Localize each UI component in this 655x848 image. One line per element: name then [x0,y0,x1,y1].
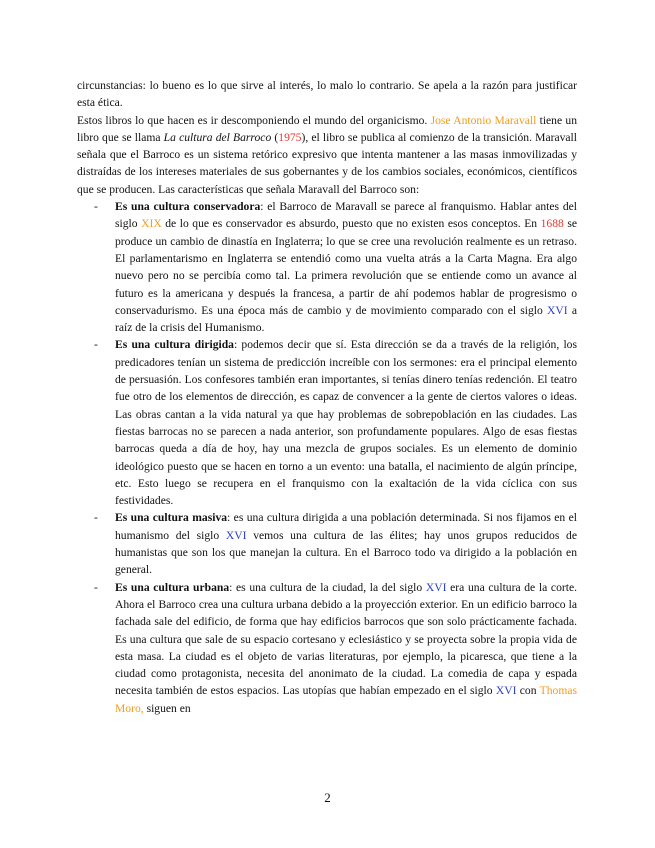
item-text: : el Barroco de Maravall se parece al franquismo. Hablar antes del siglo [115,200,577,231]
item-text: de lo que es conservador es absurdo, puesto que no existen esos conceptos. En [161,217,541,231]
item-title: Es una cultura masiva [115,511,228,525]
bullet-dash: - [94,580,98,594]
century-link-xvi[interactable]: XVI [495,684,517,698]
list-item-dirigida [77,336,577,509]
year-link-1688[interactable]: 1688 [540,217,564,231]
bullet-dash: - [94,338,98,352]
item-title: Es una cultura conservadora [115,200,261,214]
item-title: Es una cultura dirigida [115,338,234,352]
page-number: 2 [324,790,331,805]
century-link-xvi[interactable]: XVI [547,303,568,317]
paragraph-maravall [77,112,577,198]
paragraph-text: Estos libros lo que hacen es ir descomponiendo el mundo del organicismo. [77,113,431,127]
bullet-dash: - [94,200,98,214]
list-item-masiva [77,509,577,578]
item-text: : es una cultura de la ciudad, la del siglo [229,580,426,594]
item-text: era una cultura de la corte. Ahora el Barroco crea una cultura urbana debido a la proyección exterior. En un edificio barroco la fachada sale del edificio, de forma que hay edificios barrocos que son solo prácticamente fachada. Es una cultura que sale de su espacio cortesano y eclesiástico y se proyecta sobre la propia vida de esta masa. La ciudad es el objeto de varias literaturas, por ejemplo, la picaresca, que tiene a la ciudad como protagonista, necesita del anonimato de la ciudad. La comedia de capa y espada necesita también de estos espacios. Las utopías que habían empezado en el siglo [115,580,577,698]
century-link-xix[interactable]: XIX [141,217,162,231]
item-text: : podemos decir que sí. Esta dirección se da a través de la religión, los predicadores tenían un sistema de predicción increíble con los sermones: era el principal elemento de persuasión. Los confesores también eran importantes, si tenías dinero tenías redención. El teatro fue otro de los elementos de dirección, es capaz de convencer a la gente de ciertos valores o ideas. Las obras cantan a la vida natural ya que hay problemas de sobrepoblación en las ciudades. Las fiestas barrocas no se parecen a nada anterior, son profundamente populares. Algo de esas fiestas barrocas queda a día de hoy, hay una mezcla de grupos sociales. Es un elemento de dominio ideológico puesto que se hacen en torno a un evento: una batalla, el nacimiento de algún príncipe, etc. Esto luego se recupera en el franquismo con la exaltación de la vida cíclica con sus festividades. [115,338,577,508]
item-text: vemos una cultura de las élites; hay unos grupos reducidos de humanistas que son los que manejan la cultura. En el Barroco todo va dirigido a la población en general. [115,528,577,577]
item-text: siguen en [143,701,191,715]
bullet-dash: - [94,511,98,525]
author-link-maravall[interactable]: Jose Antonio Maravall [430,113,537,127]
list-item-urbana [77,579,577,717]
century-link-xvi[interactable]: XVI [225,528,247,542]
paragraph-text: tiene un libro que se llama [77,113,577,144]
century-link-xvi[interactable]: XVI [425,580,447,594]
item-text: a raíz de la crisis del Humanismo. [115,303,578,335]
book-title: La cultura del Barroco [163,130,272,144]
paragraph-text: ( [271,130,279,144]
item-text: : es una cultura dirigida a una población determinada. Si nos fijamos en el humanismo del siglo [115,511,577,542]
paragraph-intro-end: circunstancias: lo bueno es lo que sirve al interés, lo malo lo contrario. Se apela a la razón para justificar esta ética. [77,79,577,110]
characteristics-list [77,198,577,717]
person-link-thomas-moro[interactable]: Thomas Moro, [115,684,577,715]
item-title: Es una cultura urbana [115,580,230,594]
document-body [77,77,577,717]
year-link-1975[interactable]: 1975 [278,130,302,144]
item-text: con [516,684,540,698]
item-text: se produce un cambio de dinastía en Inglaterra; lo que se cree una revolución realmente es un retraso. El parlamentarismo en Inglaterra se entendió como una vuelta atrás a la Carta Magna. Era algo nuevo pero no se percibía como tal. La primera revolución que se entiende como un avance al futuro es la americana y después la francesa, a partir de ahí podemos hablar de progresismo o conservadurismo. Es una época más de cambio y de movimiento comparado con el siglo [115,217,577,317]
paragraph-text: ), el libro se publica al comienzo de la transición. Maravall señala que el Barroco es un sistema retórico expresivo que intenta mantener a las masas inmovilizadas y distraídas de los intereses materiales de sus gobernantes y de los cambios sociales, económicos, científicos que se producen. Las características que señala Maravall del Barroco son: [77,130,578,196]
list-item-conservadora [77,198,577,336]
